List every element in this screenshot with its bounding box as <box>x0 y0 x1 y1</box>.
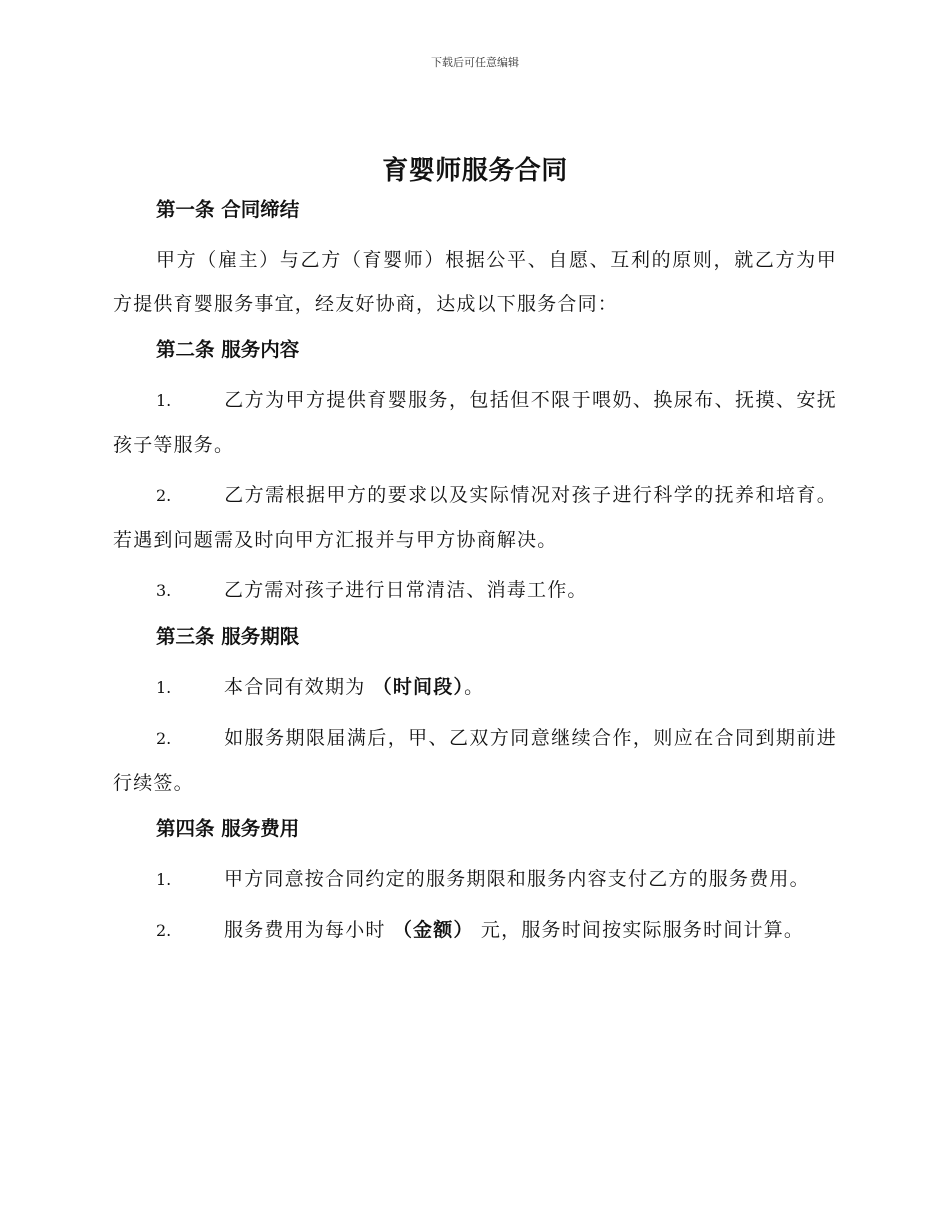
article-4-item-1 <box>113 857 837 902</box>
article-2-item-1 <box>113 378 837 467</box>
item-text: 如服务期限届满后，甲、乙双方同意继续合作，则应在合同到期前进行续签。 <box>113 727 837 794</box>
article-1-paragraph: 甲方（雇主）与乙方（育婴师）根据公平、自愿、互利的原则，就乙方为甲方提供育婴服务事宜，经友好协商，达成以下服务合同： <box>113 249 837 315</box>
blank-amount: （金额） <box>392 919 474 941</box>
article-2-item-2 <box>113 473 837 562</box>
item-number: 2. <box>156 921 172 940</box>
item-number: 1. <box>156 870 172 889</box>
document-title: 育婴师服务合同 <box>382 156 568 186</box>
item-text: 乙方为甲方提供育婴服务，包括但不限于喂奶、换尿布、抚摸、安抚孩子等服务。 <box>113 389 837 456</box>
page-header-note: 下载后可任意编辑 <box>431 56 519 69</box>
item-number: 2. <box>156 729 172 748</box>
item-text: 乙方需对孩子进行日常清洁、消毒工作。 <box>224 579 588 601</box>
item-text-after: 。 <box>464 676 485 698</box>
item-text-before: 服务费用为每小时 <box>224 919 386 941</box>
item-number: 2. <box>156 486 172 505</box>
article-3-heading: 第三条 服务期限 <box>156 625 300 648</box>
item-number: 1. <box>156 678 172 697</box>
item-text-after: 元，服务时间按实际服务时间计算。 <box>480 919 805 941</box>
article-4-item-2 <box>113 908 837 953</box>
item-text: 甲方同意按合同约定的服务期限和服务内容支付乙方的服务费用。 <box>224 868 810 890</box>
item-text: 乙方需根据甲方的要求以及实际情况对孩子进行科学的抚养和培育。若遇到问题需及时向甲方汇报并与甲方协商解决。 <box>113 484 837 551</box>
article-2-item-3 <box>113 568 837 613</box>
item-text-before: 本合同有效期为 <box>224 676 366 698</box>
item-number: 3. <box>156 581 172 600</box>
article-3-item-1 <box>113 665 837 710</box>
document-body <box>113 192 837 959</box>
article-2-heading: 第二条 服务内容 <box>156 338 300 361</box>
blank-time-period: （时间段） <box>372 676 465 698</box>
article-3-item-2 <box>113 716 837 805</box>
item-number: 1. <box>156 391 172 410</box>
article-1-heading: 第一条 合同缔结 <box>156 198 300 221</box>
article-4-heading: 第四条 服务费用 <box>156 817 300 840</box>
